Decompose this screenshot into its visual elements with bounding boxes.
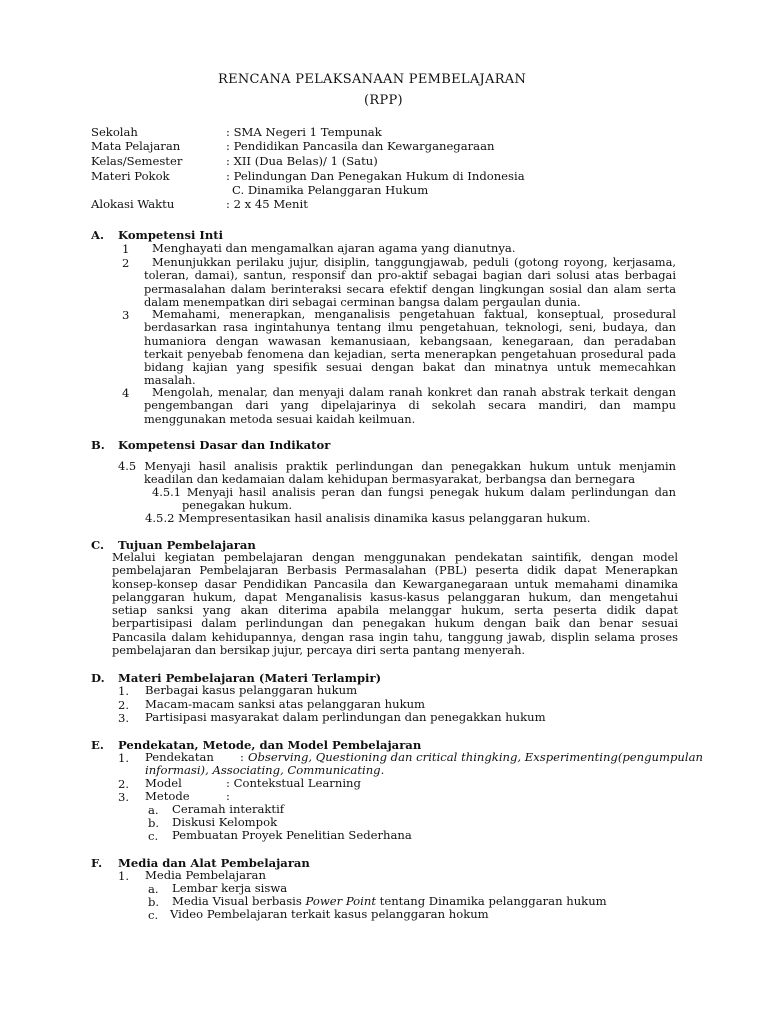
- document-title: RENCANA PELAKSANAAN PEMBELAJARAN: [218, 72, 527, 87]
- sub-list-letter: b.: [148, 895, 160, 909]
- media-item-italic: Power Point: [305, 894, 376, 908]
- identity-label: Materi Pokok: [91, 169, 170, 183]
- list-number: 1: [122, 242, 130, 256]
- list-number: 3.: [118, 711, 130, 725]
- section-c-letter: C.: [91, 538, 105, 552]
- section-b-letter: B.: [91, 438, 105, 452]
- document-subtitle: (RPP): [364, 93, 403, 108]
- section-d-letter: D.: [91, 671, 105, 685]
- list-number: 3: [122, 308, 130, 322]
- list-item: Mengolah, menalar, dan menyaji dalam ranah konkret dan ranah abstrak terkait dengan pengembangan dari yang dipelajarinya di sekolah secara mandiri, dan mampu menggunakan metoda sesuai kaidah keilmuan.: [144, 385, 676, 426]
- sub-list-letter: a.: [148, 803, 159, 817]
- media-item: Lembar kerja siswa: [172, 881, 288, 895]
- list-number: 1.: [118, 684, 130, 698]
- media-item-text: Media Visual berbasis: [172, 894, 306, 908]
- section-e-letter: E.: [91, 738, 104, 752]
- sub-list-item: Diskusi Kelompok: [172, 815, 278, 829]
- list-item: Menunjukkan perilaku jujur, disiplin, tanggungjawab, peduli (gotong royong, kerjasama, toleran, damai), santun, responsif dan pro-aktif sebagai bagian dari solusi atas berbagai permasalahan dalam berinteraksi secara efektif dengan lingkungan sosial dan alam serta dalam menempatkan diri sebagai cerminan bangsa dalam pergaulan dunia.: [144, 255, 676, 309]
- sub-list-letter: a.: [148, 882, 159, 896]
- media-subheading: Media Pembelajaran: [145, 868, 266, 882]
- pendekatan-value: Observing, Questioning dan critical thingking, Exsperimenting(pengumpulan: [248, 750, 703, 764]
- section-c-heading: Tujuan Pembelajaran: [118, 538, 256, 552]
- sub-list-letter: b.: [148, 816, 160, 830]
- tujuan-paragraph: Melalui kegiatan pembelajaran dengan menggunakan pendekatan saintifik, dengan model pembelajaran Pembelajaran Berbasis Permasalahan (PBL) peserta didik dapat Menerapkan konsep-konsep dasar Pendidikan Pancasila dan Kewarganegaraan untuk memahami dinamika pelanggaran hukum, dapat Menganalisis kasus-kasus pelanggaran hukum, dan mengetahui setiap sanksi yang akan diterima apabila melanggar hukum, serta peserta didik dapat berpartisipasi dalam perlindungan dan penegakan hukum dengan baik dan benar sesuai Pancasila dalam kehidupannya, dengan rasa ingin tahu, tanggung jawab, displin selama proses pembelajaran dan bersikap jujur, percaya diri serta pantang menyerah.: [112, 550, 678, 658]
- list-item: Partisipasi masyarakat dalam perlindungan dan penegakkan hukum: [145, 710, 546, 724]
- identity-value: : 2 x 45 Menit: [226, 197, 308, 211]
- list-item: Macam-macam sanksi atas pelanggaran hukum: [145, 697, 426, 711]
- pendekatan-label: Pendekatan: [145, 750, 214, 764]
- identity-label: Sekolah: [91, 125, 138, 139]
- section-f-heading: Media dan Alat Pembelajaran: [118, 856, 310, 870]
- identity-label: Kelas/Semester: [91, 154, 183, 168]
- list-number: 3.: [118, 790, 130, 804]
- list-number: 4: [122, 386, 130, 400]
- media-item: Video Pembelajaran terkait kasus pelanggaran hokum: [170, 907, 489, 921]
- media-item-text: tentang Dinamika pelanggaran hukum: [375, 894, 607, 908]
- metode-label: Metode: [145, 789, 190, 803]
- list-number: 2.: [118, 777, 130, 791]
- sub-list-item: Pembuatan Proyek Penelitian Sederhana: [172, 828, 412, 842]
- model-label: Model: [145, 776, 182, 790]
- list-number: 1.: [118, 869, 130, 883]
- indicator-item: 4.5.2 Mempresentasikan hasil analisis dinamika kasus pelanggaran hukum.: [145, 511, 591, 525]
- list-number: 2.: [118, 698, 130, 712]
- sub-list-letter: c.: [148, 908, 159, 922]
- section-b-heading: Kompetensi Dasar dan Indikator: [118, 438, 331, 452]
- section-d-heading: Materi Pembelajaran (Materi Terlampir): [118, 671, 382, 685]
- pendekatan-colon: :: [240, 750, 244, 764]
- section-a-heading: Kompetensi Inti: [118, 228, 224, 242]
- sub-list-letter: c.: [148, 829, 159, 843]
- identity-value-continued: C. Dinamika Pelanggaran Hukum: [232, 183, 429, 197]
- pendekatan-value-continued: informasi), Associating, Communicating.: [145, 763, 385, 777]
- list-item: Berbagai kasus pelanggaran hukum: [145, 683, 358, 697]
- kompetensi-dasar: 4.5 Menyaji hasil analisis praktik perlindungan dan penegakkan hukum untuk menjamin keadilan dan kedamaian dalam kehidupan bermasyarakat, berbangsa dan bernegara: [118, 459, 676, 487]
- sub-list-item: Ceramah interaktif: [172, 802, 285, 816]
- identity-label: Alokasi Waktu: [91, 197, 175, 211]
- identity-label: Mata Pelajaran: [91, 139, 181, 153]
- section-a-letter: A.: [91, 228, 105, 242]
- list-item: Menghayati dan mengamalkan ajaran agama yang dianutnya.: [152, 241, 516, 255]
- section-f-letter: F.: [91, 856, 103, 870]
- identity-value: : XII (Dua Belas)/ 1 (Satu): [226, 154, 378, 168]
- section-e-heading: Pendekatan, Metode, dan Model Pembelajaran: [118, 738, 422, 752]
- list-number: 1.: [118, 751, 130, 765]
- metode-value: :: [226, 789, 230, 803]
- list-number: 2: [122, 256, 130, 270]
- list-item: Memahami, menerapkan, menganalisis pengetahuan faktual, konseptual, prosedural berdasarkan rasa ingintahunya tentang ilmu pengetahuan, teknologi, seni, budaya, dan humaniora dengan wawasan kemanusiaan, kebangsaan, kenegaraan, dan peradaban terkait penyebab fenomena dan kejadian, serta menerapkan pengetahuan prosedural pada bidang kajian yang spesifik sesuai dengan bakat dan minatnya untuk memecahkan masalah.: [144, 307, 676, 388]
- indicator-item: 4.5.1 Menyaji hasil analisis peran dan fungsi penegak hukum dalam perlindungan dan penegakan hukum.: [152, 485, 676, 513]
- identity-value: : SMA Negeri 1 Tempunak: [226, 125, 382, 139]
- model-value: : Contekstual Learning: [226, 776, 361, 790]
- identity-value: : Pendidikan Pancasila dan Kewarganegaraan: [226, 139, 495, 153]
- identity-value: : Pelindungan Dan Penegakan Hukum di Indonesia: [226, 169, 525, 183]
